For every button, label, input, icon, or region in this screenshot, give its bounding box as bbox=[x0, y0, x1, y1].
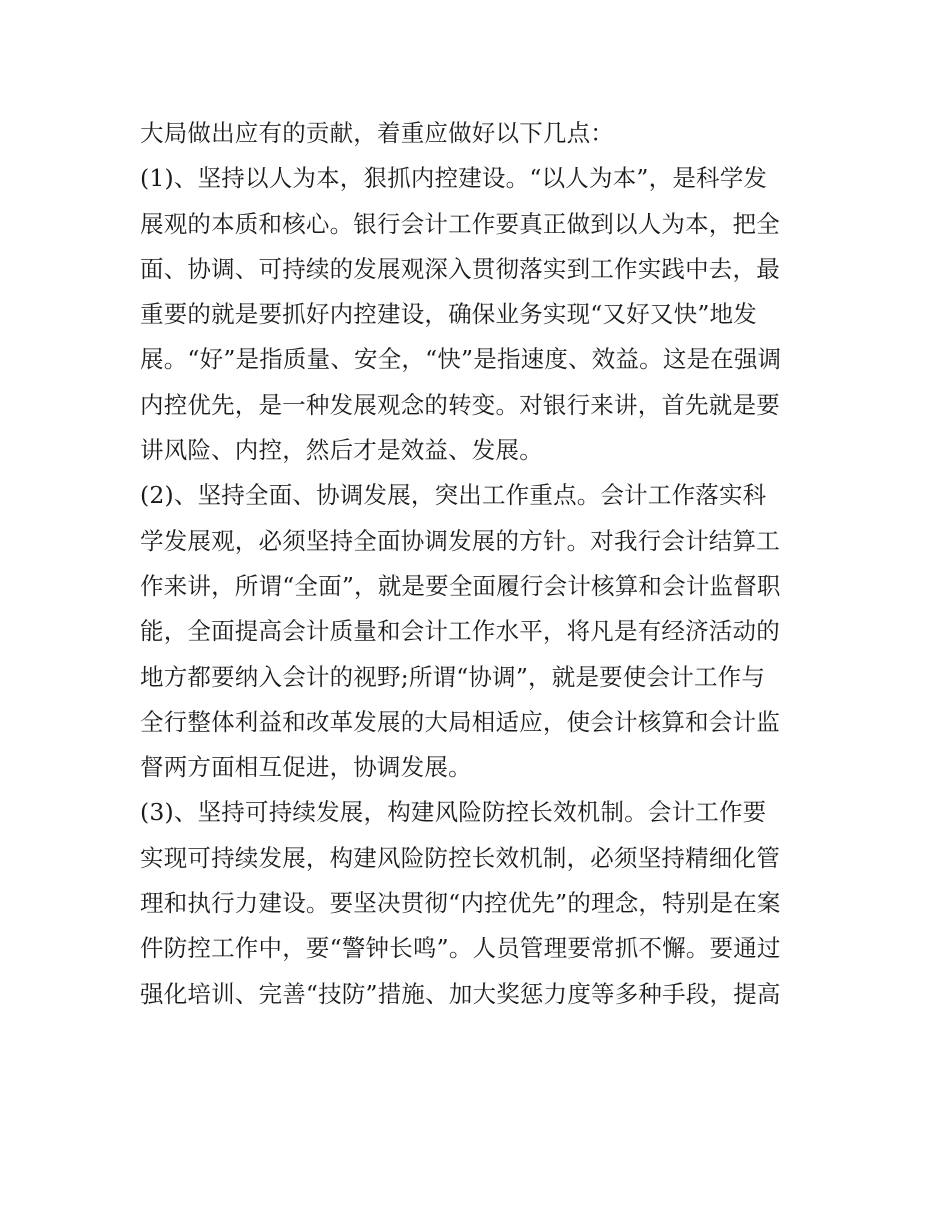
text-line: 地方都要纳入会计的视野;所谓“协调”，就是要使会计工作与 bbox=[140, 662, 766, 691]
text-line: 督两方面相互促进，协调发展。 bbox=[140, 753, 472, 782]
text-line: 讲风险、内控，然后才是效益、发展。 bbox=[140, 436, 543, 465]
text-line: 展。“好”是指质量、安全，“快”是指速度、效益。这是在强调 bbox=[140, 345, 782, 374]
text-line: 能，全面提高会计质量和会计工作水平，将凡是有经济活动的 bbox=[140, 617, 780, 646]
text-line: 件防控工作中，要“警钟长鸣”。人员管理要常抓不懈。要通过 bbox=[140, 934, 781, 963]
text-line: 强化培训、完善“技防”措施、加大奖惩力度等多种手段，提高 bbox=[140, 979, 781, 1008]
text-line: 重要的就是要抓好内控建设，确保业务实现“又好又快”地发 bbox=[140, 300, 757, 329]
text-line: 作来讲，所谓“全面”，就是要全面履行会计核算和会计监督职 bbox=[140, 571, 781, 600]
text-line: 学发展观，必须坚持全面协调发展的方针。对我行会计结算工 bbox=[140, 526, 780, 555]
text-line: 理和执行力建设。要坚决贯彻“内控优先”的理念，特别是在案 bbox=[140, 889, 781, 918]
body-text bbox=[140, 111, 820, 1017]
text-line: 实现可持续发展，构建风险防控长效机制，必须坚持精细化管 bbox=[140, 843, 780, 872]
text-line: 内控优先，是一种发展观念的转变。对银行来讲，首先就是要 bbox=[140, 390, 780, 419]
text-line: 面、协调、可持续的发展观深入贯彻落实到工作实践中去，最 bbox=[140, 254, 780, 283]
text-line: (1)、坚持以人为本，狠抓内控建设。“以人为本”，是科学发 bbox=[140, 164, 768, 193]
text-line: 全行整体利益和改革发展的大局相适应，使会计核算和会计监 bbox=[140, 707, 780, 736]
text-line: (2)、坚持全面、协调发展，突出工作重点。会计工作落实科 bbox=[140, 481, 767, 510]
text-line: 展观的本质和核心。银行会计工作要真正做到以人为本，把全 bbox=[140, 209, 780, 238]
text-line: 大局做出应有的贡献，着重应做好以下几点： bbox=[140, 119, 614, 147]
text-line: (3)、坚持可持续发展，构建风险防控长效机制。会计工作要 bbox=[140, 798, 767, 827]
